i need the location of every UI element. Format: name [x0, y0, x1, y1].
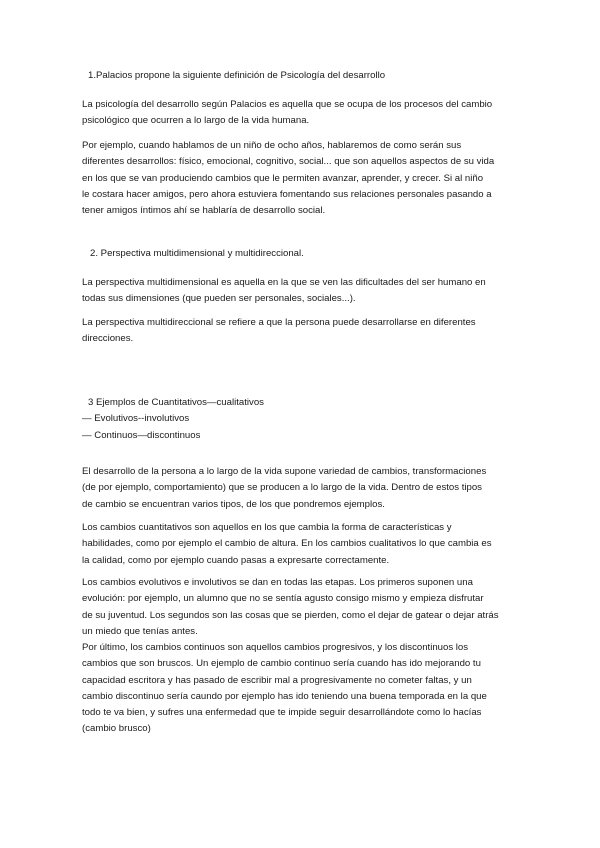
text-line: de su juventud. Los segundos son las cosas que se pierden, como el dejar de gatear o dejar atrás	[82, 609, 499, 621]
text-line: la calidad, como por ejemplo cuando pasas a expresarte correctamente.	[82, 554, 390, 566]
section-2-paragraph-1	[82, 275, 522, 308]
text-line: evolución: por ejemplo, un alumno que no se sentía agusto consigo mismo y empieza disfrutar	[82, 593, 484, 605]
text-line: La psicología del desarrollo según Palacios es aquella que se ocupa de los procesos del cambio	[82, 99, 493, 110]
section-2-heading: 2. Perspectiva multidimensional y multidireccional.	[90, 248, 304, 259]
heading-line: — Evolutivos--involutivos	[82, 413, 190, 425]
text-line: direcciones.	[82, 333, 134, 345]
text-line: (de por ejemplo, comportamiento) que se producen a lo largo de la vida. Dentro de estos tipos	[82, 482, 482, 494]
text-line: La perspectiva multidimensional es aquella en la que se ven las dificultades del ser humano en	[82, 277, 486, 288]
text-line: La perspectiva multidireccional se refiere a que la persona puede desarrollarse en diferentes	[82, 317, 476, 328]
text-line: (cambio brusco)	[82, 723, 151, 735]
text-line: de cambio se encuentran varios tipos, de los que pondremos ejemplos.	[82, 498, 385, 510]
section-2-paragraph-2	[82, 315, 522, 348]
text-line: Los cambios cuantitativos son aquellos en los que cambia la forma de características y	[82, 522, 452, 533]
text-line: cambios que son bruscos. Un ejemplo de cambio continuo sería cuando has ido mejorando tu	[82, 658, 481, 670]
section-1-paragraph-1	[82, 97, 522, 130]
heading-line: 3 Ejemplos de Cuantitativos—cualitativos	[88, 397, 264, 408]
text-line: diferentes desarrollos: físico, emocional, cognitivo, social... que son aquellos aspectos de su vida	[82, 156, 495, 168]
section-3-paragraph-1	[82, 464, 522, 513]
text-line: todo te va bien, y sufres una enfermedad que te impide seguir desarrollándote como lo hacías	[82, 707, 482, 719]
text-line: capacidad escritora y has pasado de escribir mal a progresivamente no cometer faltas, y un	[82, 674, 472, 686]
text-line: El desarrollo de la persona a lo largo de la vida supone variedad de cambios, transformaciones	[82, 466, 487, 477]
text-line: habilidades, como por ejemplo el cambio de altura. En los cambios cualitativos lo que cambia es	[82, 538, 492, 550]
text-line: psicológico que ocurren a lo largo de la vida humana.	[82, 115, 310, 127]
section-3-paragraph-4	[82, 640, 522, 738]
text-line: en los que se van produciendo cambios que le permiten avanzar, aprender, y crecer. Si al niño	[82, 172, 484, 184]
section-1-paragraph-2	[82, 138, 522, 219]
text-line: le costara hacer amigos, pero ahora estuviera fomentando sus relaciones personales pasando a	[82, 188, 492, 200]
text-line: cambio discontinuo sería caundo por ejemplo has ido teniendo una buena temporada en la que	[82, 690, 487, 702]
section-1-heading: 1.Palacios propone la siguiente definición de Psicología del desarrollo	[88, 70, 386, 81]
heading-line: — Continuos—discontinuos	[82, 429, 201, 441]
section-3-heading	[82, 395, 522, 444]
text-line: Por ejemplo, cuando hablamos de un niño de ocho años, hablaremos de como serán sus	[82, 140, 462, 151]
text-line: todas sus dimensiones (que pueden ser personales, sociales...).	[82, 293, 356, 305]
text-line: Por último, los cambios continuos son aquellos cambios progresivos, y los discontinuos los	[82, 642, 469, 653]
section-3-paragraph-2	[82, 520, 522, 569]
section-3-paragraph-3	[82, 575, 522, 640]
text-line: un miedo que tenías antes.	[82, 625, 198, 637]
text-line: Los cambios evolutivos e involutivos se dan en todas las etapas. Los primeros suponen una	[82, 577, 473, 588]
text-line: tener amigos íntimos ahí se hablaría de desarrollo social.	[82, 205, 326, 217]
